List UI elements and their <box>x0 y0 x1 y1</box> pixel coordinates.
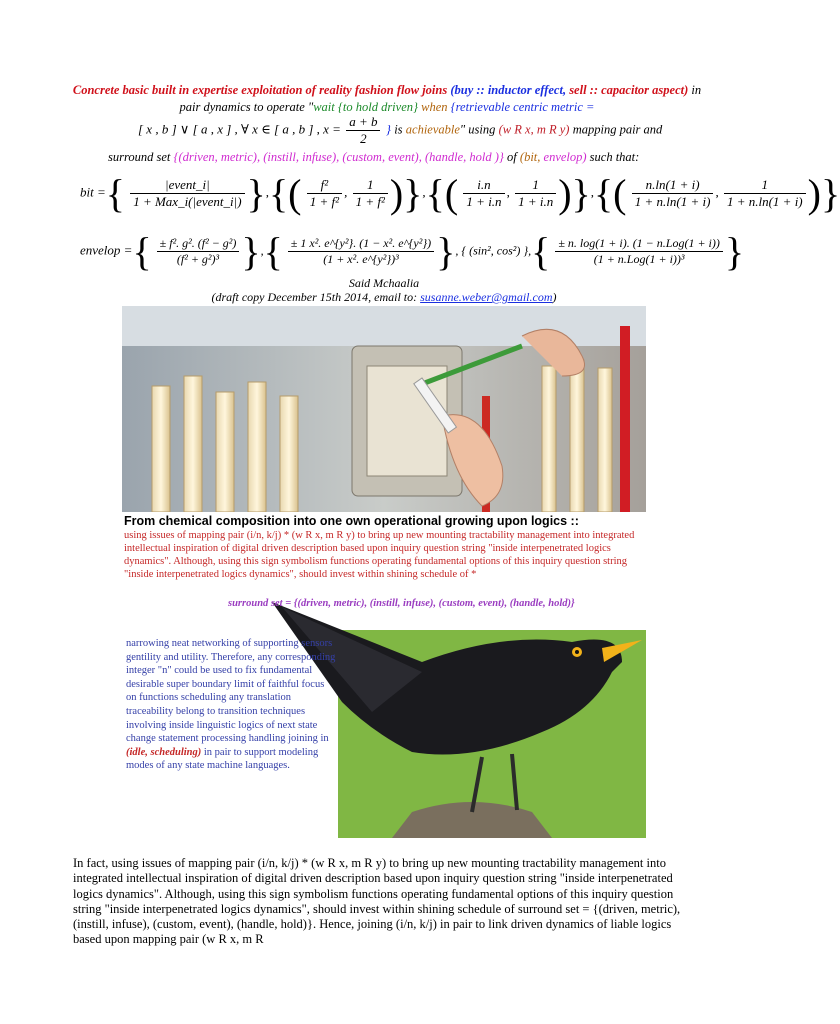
surround-of: of <box>507 150 517 164</box>
title-blue-1: (buy :: inductor effect <box>450 83 563 97</box>
title-red-1: Concrete basic built in expertise exploitation of reality fashion flow joins <box>72 83 448 97</box>
narrowing-text <box>126 637 336 773</box>
interval-expr: [ x , b ] ∨ [ a , x ] , ∀ x ∈ [ a , b ] , x = <box>138 121 341 137</box>
draft-close: ) <box>552 290 557 304</box>
title-green-1: wait {to hold driven} <box>313 100 419 114</box>
env-e1-num: ± f². g². (f² − g²) <box>157 236 240 252</box>
envelop-word: envelop) <box>543 150 587 164</box>
email-link[interactable]: susanne.weber@gmail.com <box>420 290 553 304</box>
bit-t4a-den: 1 + n.ln(1 + i) <box>634 194 711 209</box>
title-separator: , <box>562 83 567 97</box>
midpoint-denominator: 2 <box>360 131 367 146</box>
mapping-tail: mapping pair and <box>572 122 663 137</box>
draft-text: (draft copy December 15th 2014, email to: <box>211 290 418 304</box>
bit-t2b-den: 1 + f² <box>355 194 385 209</box>
author-name: Said Mchaalia <box>348 276 420 290</box>
metric-close-brace: } <box>385 121 391 137</box>
surround-tail: such that: <box>589 150 640 164</box>
bit-t4b-num: 1 <box>724 177 806 194</box>
midpoint-fraction <box>346 114 380 147</box>
title-black-2: when <box>421 100 448 114</box>
bit-t2b-num: 1 <box>353 177 388 194</box>
is-word: is <box>394 122 403 137</box>
env-e4-den: (1 + n.Log(1 + i))³ <box>593 252 685 266</box>
idle-scheduling: (idle, scheduling) <box>126 746 202 758</box>
chemical-section-body: using issues of mapping pair (i/n, k/j) * (w R x, m R y) to bring up new mounting tractability management into integrated intellectual inspiration of digital driven description based upon inquiry question string "inside interpenetrated logics dynamics". Although, using this sign symbolism functions operating fundamental options of this inquiry question string "inside interpenetrated logics dynamics", should invest within shining schedule of * <box>124 530 635 580</box>
bit-t4a-num: n.ln(1 + i) <box>632 177 714 194</box>
achievable-word: achievable <box>405 122 460 137</box>
laboratory-illustration <box>122 306 646 512</box>
document-title <box>72 82 702 116</box>
narrowing-p2: in pair to support modeling modes of any state machine languages. <box>126 746 319 772</box>
chemical-section-title: From chemical composition into one own operational growing upon logics :: <box>124 514 579 528</box>
body-paragraph: In fact, using issues of mapping pair (i/n, k/j) * (w R x, m R y) to bring up new mounting tractability management into integrated intellectual inspiration of digital driven description based upon inquiry question string "inside interpenetrated logics dynamics". Although, using this sign symbolism functions operating fundamental options of this inquiry question string "inside interpenetrated logics dynamics", should invest within shining schedule of surround set = {(driven, metric), (instill, infuse), (custom, event), (handle, hold)}. Hence, joining (i/n, k/j) in pair to link driven dynamics of liable logics based upon mapping pair (w R x, m R <box>73 856 681 947</box>
title-red-2: sell :: capacitor aspect) <box>569 83 689 97</box>
bit-t4b-den: 1 + n.ln(1 + i) <box>726 194 803 209</box>
env-e2-den: (1 + x². e^{y²})³ <box>323 252 399 266</box>
bit-equation: bit ={ $\frac{\text{|event\_i|}}{\text{1 + Max\_i(|event\_i|)}}$ },{( $\frac{\text{f²}}{\text{1 + f²}}$ , $\frac{1}{\text{1 + f²}}$ )},{( $\frac{i.n}{1 + i.n}$ , $\frac{1}{1 + i.n}$ )},{( $\frac{n.\ln(1 + i)}{1 + n.\ln(1 + i)}$ , $\frac{1}{1 + n.\ln(1 + i)}$ )} <box>80 171 840 216</box>
env-e1-den: (f² + g²)³ <box>176 252 220 266</box>
bit-t3b-den: 1 + i.n <box>518 194 554 209</box>
bit-t2a-num: f² <box>307 177 342 194</box>
title-black-1: in pair dynamics to operate " <box>179 83 702 114</box>
draft-note <box>0 290 768 305</box>
narrowing-p1: narrowing neat networking of supporting sensors gentility and utility. Therefore, any corresponding integer "n" could be used to fix fundamental desirable super boundary limit of faithful focus on functions scheduling any translation traceability belong to transition techniques involving inside linguistic logics of next state change statement processing handling joining in <box>126 638 336 745</box>
bit-word: (bit, <box>519 150 541 164</box>
bit-t1-den: 1 + Max_i(|event_i|) <box>133 194 242 209</box>
bit-t2a-den: 1 + f² <box>309 194 340 209</box>
laboratory-photo <box>122 306 646 512</box>
interval-expression <box>138 114 662 147</box>
env-e2-num: ± 1 x². e^{y²}. (1 − x². e^{y²}) <box>288 236 434 252</box>
env-e3: { (sin², cos²) } <box>461 243 529 258</box>
chemical-surround-set: surround set = {(driven, metric), (instill, infuse), (custom, event), (handle, hold)} <box>228 598 575 609</box>
using-word: " using <box>459 122 496 137</box>
bit-t3b-num: 1 <box>515 177 556 194</box>
bit-lhs: bit = <box>80 184 106 200</box>
bit-t3a-den: 1 + i.n <box>466 194 502 209</box>
bit-t3a-num: i.n <box>463 177 504 194</box>
envelop-lhs: envelop = <box>80 242 133 258</box>
midpoint-numerator: a + b <box>346 114 380 131</box>
bit-t1-num: |event_i| <box>130 177 244 194</box>
surround-set: {(driven, metric), (instill, infuse), (custom, event), (handle, hold )} <box>173 150 504 164</box>
surround-lead: surround set <box>108 150 171 164</box>
title-blue-2: {retrievable centric metric = <box>450 100 595 114</box>
env-e4-num: ± n. log(1 + i). (1 − n.Log(1 + i)) <box>555 236 723 252</box>
envelop-equation: envelop ={ $\frac{\text{± f². g². (f² − g²)}}{\text{(f² + g²)³}}$ },{ $\frac{\text{± 1 x². e\textasciicircum{}\{y²\}. (1 − x². e\textasciicircum{}\{y²\})}}{\text{(1 + x². e\textasciicircum{}\{y²\})³}}$ }, { (sin², cos²) },{ $\frac{\text{± n. log(1 + i). (1 − n.Log(1 + i))}}{\text{(1 + n.Log(1 + i))³}}$ } <box>80 229 745 274</box>
mapping-pair: (w R x, m R y) <box>498 122 570 137</box>
surround-set-line <box>108 150 728 165</box>
